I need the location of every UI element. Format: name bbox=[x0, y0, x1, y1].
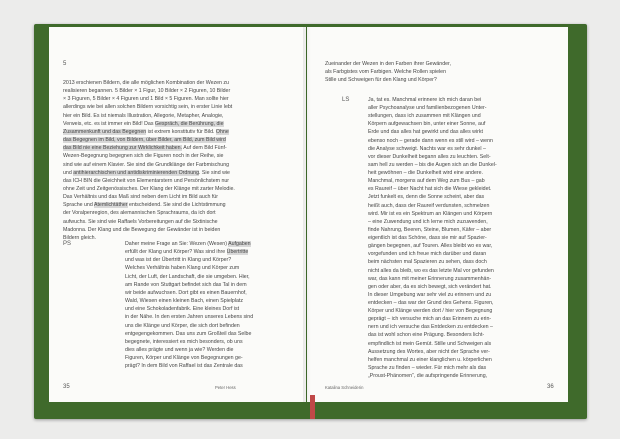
text-line: vorgefunden und ich freue mich darüber und daran bbox=[368, 251, 487, 258]
highlighted-text: Aufgaben bbox=[228, 241, 251, 247]
text-line: „Proust-Phänomen“, die aufspringende Erinnerung, bbox=[368, 373, 488, 380]
text-line: geprägt – ich versuche mich an das Erinnern zu erin- bbox=[368, 316, 492, 323]
text-line: In dieser Umgebung war sehr viel zu erinnern und zu bbox=[368, 291, 492, 298]
left-page bbox=[49, 27, 306, 402]
text-line: heißt auch, dass der Raureif verdunsten, schmelzen bbox=[368, 202, 490, 209]
text-segment: Licht, der Luft, der Landschaft, die sie umgeben. Hier, bbox=[125, 273, 250, 280]
text-line: die Analyse schweigt. Nachts war es sehr dunkel – bbox=[368, 145, 486, 152]
text-segment: realisieren begannen. 5 Bilder × 1 Figur, 10 Bilder × 2 Figuren, 10 Bilder bbox=[63, 88, 231, 95]
text-line bbox=[125, 362, 243, 371]
text-segment: Das Verhältnis und das Maß sind neben dem Licht im Bild auch für bbox=[63, 194, 218, 201]
text-line: gängen begegnen, auf Touren. Alles bleibt wo es war, bbox=[368, 243, 493, 250]
highlighted-text: Ohne bbox=[215, 128, 229, 135]
text-segment: am Rande von Stuttgart befindet sich das Tal in dem bbox=[125, 281, 247, 288]
text-line: Körpern aufgewachsen bin, unter einer Sonne, auf bbox=[368, 121, 486, 128]
text-line: vor dieser Dunkelheit begann alles zu leuchten. Selt- bbox=[368, 153, 491, 160]
text-line: nicht alles da bleib, wo es das letzte Mal vor gefunden bbox=[368, 267, 494, 274]
text-line: das ist wohl schon eine Prägung. Besonders licht- bbox=[368, 332, 485, 339]
text-line: Ja, tat es. Manchmal erinnere ich mich daran bei bbox=[368, 97, 482, 103]
text-segment: Figuren, Körper und Klänge von Begegnungen ge- bbox=[125, 355, 243, 362]
text-line: gen oder aber, da es sich bewegt, sich verändert hat. bbox=[368, 283, 492, 290]
text-line: ebenso noch – gerade dann wenn es still wird – wenn bbox=[368, 137, 493, 144]
text-line: sam hell zu werden – bis die Augen sich an die Dunkel- bbox=[368, 161, 497, 168]
text-segment: Welches Verhältnis haben Klang und Körper zum bbox=[125, 265, 240, 272]
text-line: eigentlich ist das Schöne, dass sie mir auf Spazier- bbox=[368, 235, 487, 242]
text-segment: entscheidend. Sie sind die Lichtstimmung bbox=[127, 202, 226, 209]
text-segment: begegnete, interessiert es mich besonders, ob uns bbox=[125, 338, 243, 345]
speaker-ps: PS bbox=[63, 241, 72, 247]
text-segment: Wezen-Begegnung begegnen sich die Figuren noch in der Reihe, sie bbox=[63, 153, 224, 160]
text-segment: ohne Zeit und Zeitgenössisches. Der Klang der Klänge mit zarter Melodie. bbox=[63, 185, 235, 192]
text-segment: der Voralpenregion, des alemannischen Sprachraums, da ich dort bbox=[63, 210, 216, 217]
text-segment: aufwuchs. Sie sind wie Raffaels Vorbereitungen auf die Sixtinische bbox=[63, 218, 218, 225]
text-segment: in der Nähe. In den ersten Jahren unseres Lebens sind bbox=[125, 314, 254, 321]
text-line: beim nächsten mal Spazieren zu sehen, dass doch bbox=[368, 259, 487, 266]
text-line: heit gewöhnen – die Dunkelheit wird eine andere. bbox=[368, 170, 483, 177]
text-line: nern und ich versuche das Entdecken zu entdecken – bbox=[368, 324, 493, 331]
speaker-ls: LS bbox=[342, 97, 350, 103]
highlighted-text: Atemlichtäther bbox=[93, 202, 128, 209]
section-marker: 5 bbox=[63, 61, 67, 67]
text-line: entdecken – das war der Grund des Gehens. Figuren, bbox=[368, 300, 494, 306]
text-segment: × 3 Figuren, 5 Bilder × 4 Figuren und 1 Bild × 5 Figuren. Man sollte hier bbox=[63, 96, 229, 103]
text-segment: und eine Schokoladenfabrik. Eine kleines Dorf ist bbox=[125, 306, 240, 313]
text-line: empfindlich ist mein Gemüt. Stille und Schweigen als bbox=[368, 340, 492, 347]
text-line: Zueinander der Wezen in den Farben ihrer Gewänder, bbox=[325, 61, 451, 67]
text-line: Manchmal, morgens auf dem Weg zum Bus – gab bbox=[368, 178, 485, 185]
text-segment: Auf dem Bild Fünf- bbox=[182, 145, 227, 152]
text-line: Sprache zu finden – wieder. Für mich mehr als das bbox=[368, 364, 487, 371]
text-segment: . Sie sind wie bbox=[199, 169, 230, 176]
text-segment: Wald, Wiesen einen kleinen Bach, einen Spielplatz bbox=[125, 298, 243, 305]
text-line: war, das kann mit meiner Erinnerung zusammenhän- bbox=[368, 275, 492, 282]
text-segment: uns die Klänge und Körper, die sich dort befinden bbox=[125, 322, 240, 329]
text-line: es Raureif – über Nacht hat sich die Wiese gekleidet. bbox=[368, 186, 492, 193]
text-segment: Daher meine Frage an Sie: Wezen (Wesen) bbox=[125, 241, 229, 247]
highlighted-text: antihierarchischen und antidiskriminierenden Ordnung bbox=[73, 169, 200, 176]
bookmark-ribbon bbox=[310, 395, 315, 419]
text-line: wird. Mir ist es ein Spektrum an Klängen und Körpern bbox=[368, 210, 493, 217]
text-line: finde Nahrung, Beeren, Steine, Blumen, Käfer – aber bbox=[368, 226, 492, 233]
text-segment: Bildern gleich. bbox=[63, 234, 96, 241]
text-line: helfen manchmal zu einer klanglichen u. körperlichen bbox=[368, 356, 492, 363]
text-segment: 2013 erschienen Bildern, die alle möglichen Kombination der Wezen zu bbox=[63, 80, 229, 86]
text-segment: und bbox=[63, 169, 74, 176]
book-gutter bbox=[303, 27, 311, 402]
highlighted-text: Zusammenkunft und das Begegnen bbox=[63, 128, 147, 135]
right-page-number: 36 bbox=[547, 384, 554, 390]
text-segment: sind wie auf einem Klavier. Sie sind die Grundklänge der Farbmischung bbox=[63, 161, 230, 168]
text-segment: Verweis, etc. es ist immer ein Bild! Das bbox=[63, 120, 155, 127]
right-page bbox=[307, 27, 568, 402]
text-segment: das ICH BIN die Gleichheit von Elementarstern und Persönlichstem nur bbox=[63, 177, 230, 184]
highlighted-text: das Bild nie eine Beziehung zur Wirklichkeit haben. bbox=[63, 145, 183, 152]
text-segment: ist extrem konstitutiv für Bild. bbox=[146, 128, 216, 135]
text-line: Stille und Schweigen für den Klang und Körper? bbox=[325, 77, 437, 84]
text-segment: Madonna. Der Klang und die Bewegung der Gewänder ist in beiden bbox=[63, 226, 221, 233]
left-footer: Peter Hess bbox=[215, 385, 236, 390]
highlighted-text: Übertritte bbox=[226, 249, 249, 256]
text-line: als Farbgistes vom Farbigen. Welche Rollen spielen bbox=[325, 69, 447, 76]
text-line: Erde und das alles hat gewirkt und das alles wirkt bbox=[368, 129, 483, 136]
right-footer: Katalina Schneiderin bbox=[325, 385, 364, 390]
text-segment: dies alles prägte und wenn ja wie? Werden die bbox=[125, 346, 234, 353]
text-segment: wir beide aufwuchsen. Dort gibt es einen Bauernhof, bbox=[125, 289, 247, 296]
text-segment: Sprache und bbox=[63, 202, 94, 209]
text-segment: hier ein Bild. Es ist niemals Illustration, Allegorie, Metapher, Analogie, bbox=[63, 112, 224, 119]
text-line: Jetzt funkelt es, denn die Sonne scheint, aber das bbox=[368, 194, 485, 201]
text-line: Aussetzung des Wortes, aber nicht der Sprache ver- bbox=[368, 348, 490, 355]
highlighted-text: das Begegnen im Bild, von Bildern, über Bilder, am Bild, zum Bild wird bbox=[63, 137, 226, 144]
text-line: aller Psychoanalyse und familienbezogenen Unter- bbox=[368, 105, 487, 112]
text-segment: prägt? In dem Bild von Raffael ist das Zentrale das bbox=[125, 363, 243, 370]
text-line: stellungen, dass ich zusammen mit Klängen und bbox=[368, 113, 481, 120]
text-segment: und was ist der Übertritt in Klang und Körper? bbox=[125, 257, 232, 264]
text-segment: erfüllt der Klang und Körper? Was sind ihre bbox=[125, 249, 227, 256]
text-segment: allerdings wie bei allen solchen Bildern vorsichtig sein, in erster Linie lebt bbox=[63, 104, 233, 111]
text-line: – eine Zuwendung und ich lerne mich zuzuwenden, bbox=[368, 218, 488, 225]
text-segment: entgegengekommen. Das uns zum Großteil das Selbe bbox=[125, 330, 252, 337]
left-page-number: 35 bbox=[63, 384, 70, 390]
text-line: Körper und Klänge werden dort / hier von Begegnung bbox=[368, 308, 493, 315]
highlighted-text: Gespräch, die Berührung, die bbox=[154, 120, 224, 127]
